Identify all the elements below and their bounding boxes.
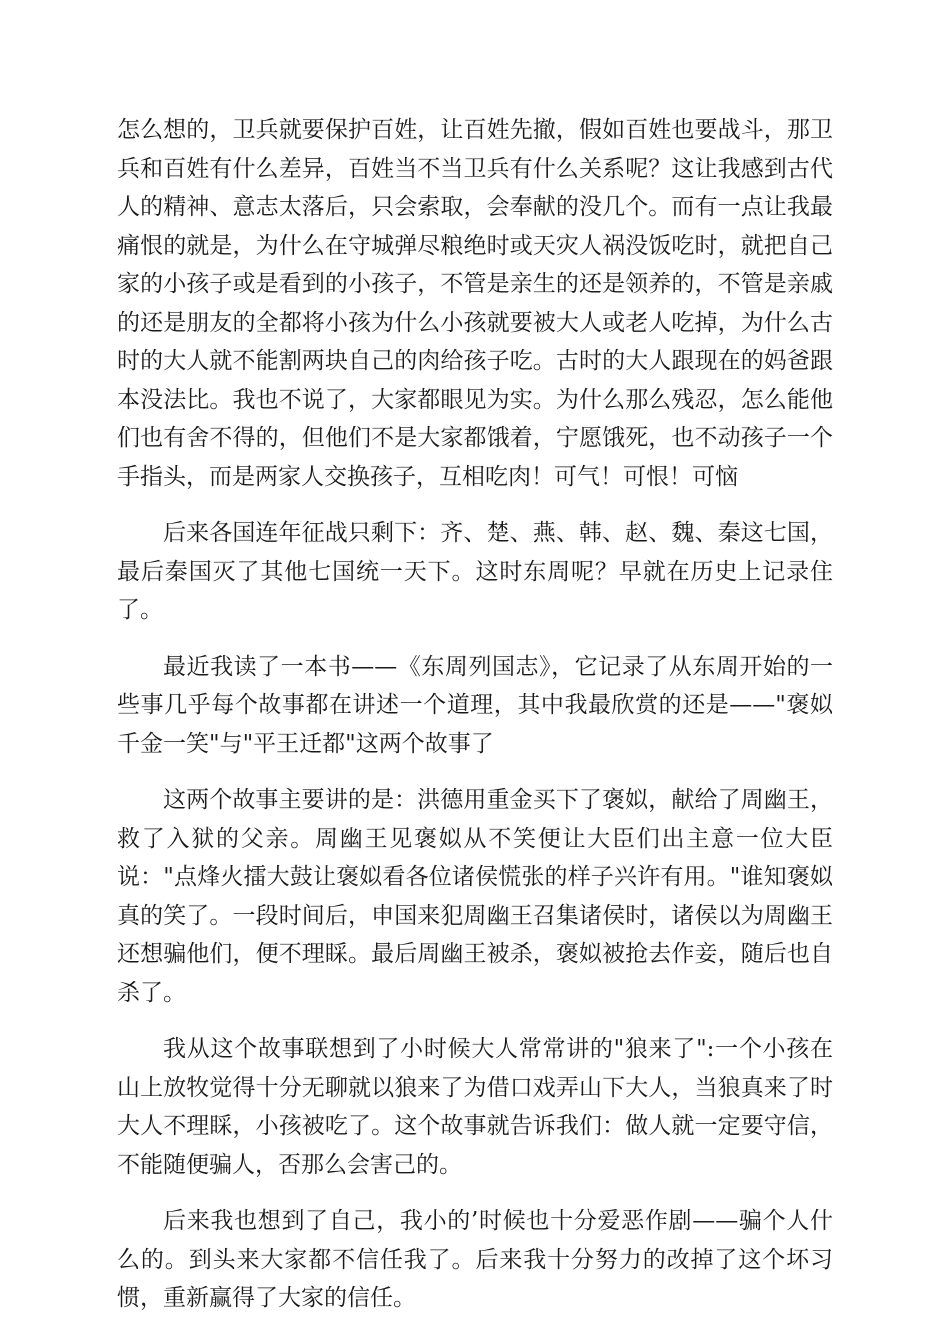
document-page xyxy=(117,111,833,1336)
paragraph-3: 最近我读了一本书——《东周列国志》，它记录了从东周开始的一些事几乎每个故事都在讲述一个道理，其中我最欣赏的还是——"褒姒千金一笑"与"平王迁都"这两个故事了 xyxy=(117,653,833,757)
paragraph-1: 怎么想的，卫兵就要保护百姓，让百姓先撤，假如百姓也要战斗，那卫兵和百姓有什么差异，百姓当不当卫兵有什么关系呢？这让我感到古代人的精神、意志太落后，只会索取，会奉献的没几个。而有一点让我最痛恨的就是，为什么在守城弹尽粮绝时或天灾人祸没饭吃时，就把自己家的小孩子或是看到的小孩子，不管是亲生的还是领养的，不管是亲戚的还是朋友的全都将小孩为什么小孩就要被大人或老人吃掉，为什么古时的大人就不能割两块自己的肉给孩子吃。古时的大人跟现在的妈爸跟本没法比。我也不说了，大家都眼见为实。为什么那么残忍，怎么能他们也有舍不得的，但他们不是大家都饿着，宁愿饿死，也不动孩子一个手指头，而是两家人交换孩子，互相吃肉！可气！可恨！可恼 xyxy=(117,117,833,490)
paragraph-6: 后来我也想到了自己，我小的’时候也十分爱恶作剧——骗个人什么的。到头来大家都不信任我了。后来我十分努力的改掉了这个坏习惯，重新赢得了大家的信任。 xyxy=(117,1208,833,1311)
paragraph-4: 这两个故事主要讲的是：洪德用重金买下了褒姒，献给了周幽王，救了入狱的父亲。周幽王见褒姒从不笑便让大臣们出主意一位大臣说："点烽火擂大鼓让褒姒看各位诸侯慌张的样子兴许有用。"谁知褒姒真的笑了。一段时间后，申国来犯周幽王召集诸侯时，诸侯以为周幽王还想骗他们，便不理睬。最后周幽王被杀，褒姒被抢去作妾，随后也自杀了。 xyxy=(117,787,833,1006)
paragraph-5: 我从这个故事联想到了小时候大人常常讲的"狼来了":一个小孩在山上放牧觉得十分无聊就以狼来了为借口戏弄山下大人，当狼真来了时大人不理睬，小孩被吃了。这个故事就告诉我们：做人就一定要守信，不能随便骗人，否那么会害己的。 xyxy=(117,1036,833,1178)
paragraph-2: 后来各国连年征战只剩下：齐、楚、燕、韩、赵、魏、秦这七国，最后秦国灭了其他七国统一天下。这时东周呢？早就在历史上记录住了。 xyxy=(117,520,833,623)
